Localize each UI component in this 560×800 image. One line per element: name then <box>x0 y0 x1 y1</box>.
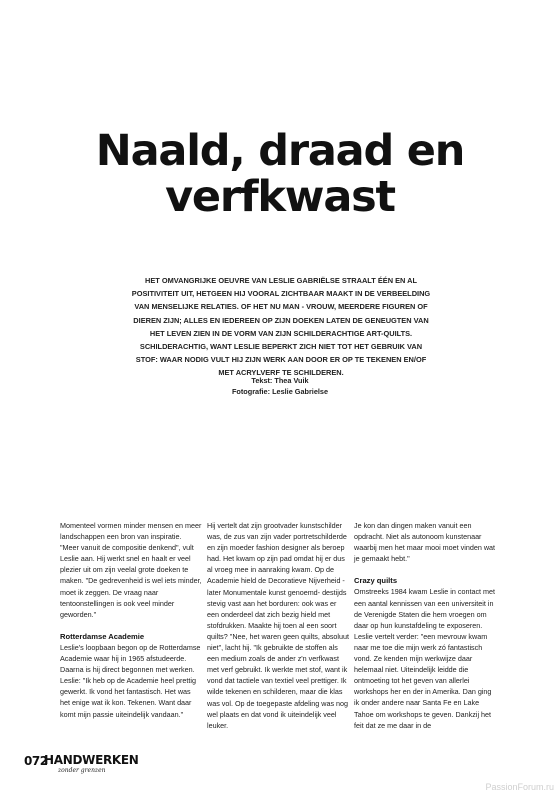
col2-paragraph-1: Hij vertelt dat zijn grootvader kunstschilder was, de zus van zijn vader portretschilderde en zijn moeder fashion designer als beroep had. Het kwam op zijn pad omdat hij er dus al vroeg mee in aanraking kwam. Op de Academie hield de Decoratieve Nijverheid -later Monumentale kunst genoemd- destijds stevig vast aan het borduren: ook was er een onderdeel dat zich bezig hield met stofdrukken. Maakte hij toen al een soort quilts? "Nee, het waren geen quilts, absoluut niet", lacht hij. "Ik gebruikte de stoffen als een medium zoals de ander z'n verfkwast met verf gebruikt. Ik werkte met stof, want ik vond dat tactiele van textiel veel prettiger. Ik wilde tekenen en schilderen, maar die klas was vol. Op de toegepaste afdeling was nog wel plaats en dat vond ik uiteindelijk veel leuker. <box>207 521 349 730</box>
page-number: 072 <box>24 754 48 768</box>
credit-photo: Fotografie: Leslie Gabrielse <box>231 387 329 396</box>
title-line-2: verfkwast <box>165 172 395 222</box>
article-title <box>60 128 500 220</box>
col3-paragraph-2: Omstreeks 1984 kwam Leslie in contact met een aantal kennissen van een universiteit in de Verenigde Staten die hem vroegen om daar op hun kunstafdeling te exposeren. Leslie vertelt verder: "een mevrouw kwam naar me toe die mijn werk zó fantastisch vond. Ze kenden mijn werkwijze daar helemaal niet. Uiteindelijk leidde die ontmoeting tot het geven van allerlei workshops her en der in Amerika. Dan ging ik onder andere naar Santa Fe en Lake Tahoe om workshops te geven. Dankzij het feit dat ze me daar in de <box>354 587 496 730</box>
body-column-1 <box>60 520 202 720</box>
col3-subheading: Crazy quilts <box>354 576 398 586</box>
credits <box>180 375 380 397</box>
magazine-tagline: zonder grenzen <box>58 767 106 774</box>
col3-paragraph-1: Je kon dan dingen maken vanuit een opdracht. Niet als autonoom kunstenaar waarbij men het maar mooi moet vinden wat je gemaakt hebt." <box>354 521 496 564</box>
col1-paragraph-1: Momenteel vormen minder mensen en meer landschappen een bron van inspiratie. "Meer vanuit de compositie denkend", vult Leslie aan. Hij werkt snel en haalt er veel plezier uit om zijn veelal grote doeken te maken. "De gedrevenheid is wel iets minder, moet ik zeggen. De vraag naar tentoonstellingen is ook veel minder geworden." <box>60 521 202 619</box>
watermark: PassionForum.ru <box>485 782 554 792</box>
body-column-2 <box>207 520 349 731</box>
credit-text: Tekst: Thea Vuik <box>251 376 309 385</box>
magazine-logo: HANDWERKEN <box>44 753 139 767</box>
intro-paragraph: HET OMVANGRIJKE OEUVRE VAN LESLIE GABRIËLSE STRAALT ÉÉN EN AL POSITIVITEIT UIT, HETGEEN HIJ VOORAL ZICHTBAAR MAAKT IN DE VERBEELDING VAN MENSELIJKE RELATIES. OF HET NU MAN - VROUW, MEERDERE FIGUREN OF DIEREN ZIJN; ALLES EN IEDEREEN OP ZIJN DOEKEN LATEN DE GENEUGTEN VAN HET LEVEN ZIEN IN DE VORM VAN ZIJN SCHILDERACHTIGE ART-QUILTS. SCHILDERACHTIG, WANT LESLIE BEPERKT ZICH NIET TOT HET GEBRUIK VAN STOF: WAAR NODIG VULT HIJ ZIJN WERK AAN DOOR ER OP TE TEKENEN EN/OF MET ACRYLVERF TE SCHILDEREN. <box>131 276 431 378</box>
col1-paragraph-2: Leslie's loopbaan begon op de Rotterdamse Academie waar hij in 1965 afstudeerde. Daarna is hij direct begonnen met werken. Leslie: "Ik heb op de Academie heel prettig gewerkt. Ik vond het fantastisch. Het was het enige wat ik kon. Tekenen. Want daar komt mijn passie uiteindelijk vandaan." <box>60 642 201 719</box>
title-line-1: Naald, draad en <box>95 126 465 176</box>
body-column-3 <box>354 520 496 731</box>
col1-subheading: Rotterdamse Academie <box>60 631 145 641</box>
